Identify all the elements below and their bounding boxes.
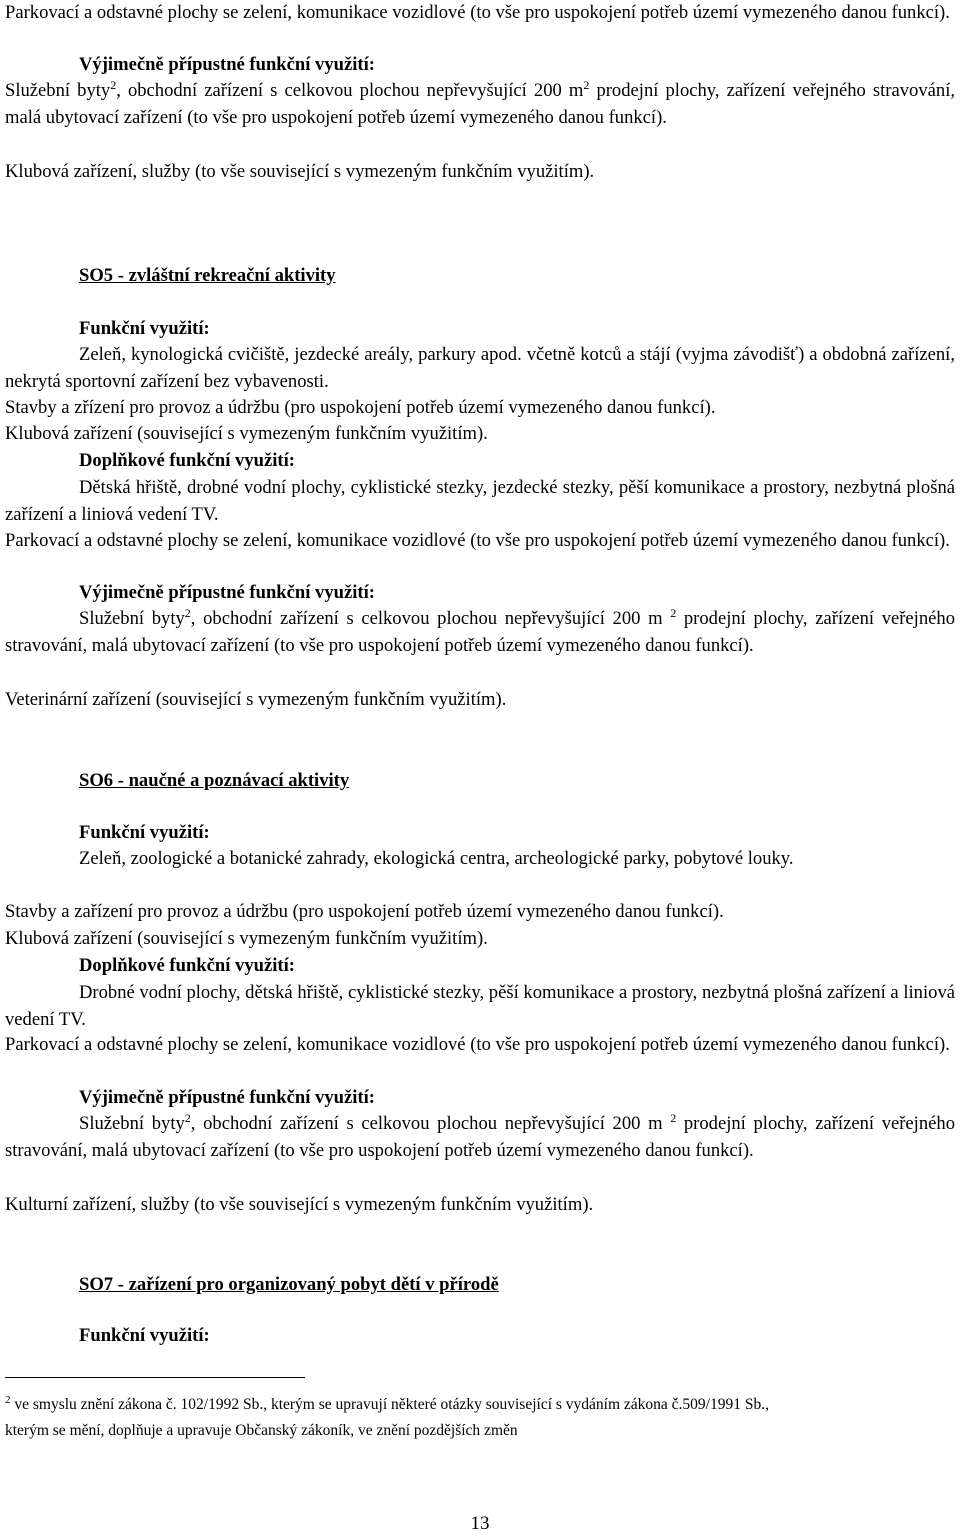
paragraph-so6-service-flats: Služební byty$^2$, obchodní zařízení s celkovou plochou nepřevyšující 200 m $^2$ prodejní plochy, zařízení veřejného stravování, malá ubytovací zařízení (to vše pro uspokojení potřeb území vymezeného danou funkcí). xyxy=(5,1110,955,1161)
paragraph-so5-parking: Parkovací a odstavné plochy se zelení, komunikace vozidlové (to vše pro uspokojení potřeb území vymezeného danou funkcí). xyxy=(5,530,950,551)
paragraph-so5-buildings: Stavby a zřízení pro provoz a údržbu (pro uspokojení potřeb území vymezeného danou funkcí). xyxy=(5,397,716,418)
paragraph-so6-buildings: Stavby a zařízení pro provoz a údržbu (pro uspokojení potřeb území vymezeného danou funkcí). xyxy=(5,901,724,922)
heading-functional-use-so7: Funkční využití: xyxy=(79,1325,210,1346)
heading-functional-use-so5: Funkční využití: xyxy=(79,318,210,339)
heading-exceptional-use-so5: Výjimečně přípustné funkční využití: xyxy=(79,582,375,603)
paragraph-so5-playgrounds: Dětská hřiště, drobné vodní plochy, cyklistické stezky, jezdecké stezky, pěší komunikace a prostory, nezbytná plošná zařízení a liniová vedení TV. xyxy=(5,477,955,525)
heading-exceptional-use-top: Výjimečně přípustné funkční využití: xyxy=(79,54,375,75)
paragraph-so5-service-flats: Služební byty$^2$, obchodní zařízení s celkovou plochou nepřevyšující 200 m $^2$ prodejní plochy, zařízení veřejného stravování, malá ubytovací zařízení (to vše pro uspokojení potřeb území vymezeného danou funkcí). xyxy=(5,605,955,656)
section-title-so6: SO6 - naučné a poznávací aktivity xyxy=(79,770,350,791)
section-title-so7: SO7 - zařízení pro organizovaný pobyt dětí v přírodě xyxy=(79,1274,499,1295)
paragraph-so6-water: Drobné vodní plochy, dětská hřiště, cyklistické stezky, pěší komunikace a prostory, nezbytná plošná zařízení a liniová vedení TV. xyxy=(5,982,955,1030)
section-title-so5: SO5 - zvláštní rekreační aktivity xyxy=(79,265,336,286)
paragraph-so6-greenery: Zeleň, zoologické a botanické zahrady, ekologická centra, archeologické parky, pobytové louky. xyxy=(79,848,794,869)
paragraph-so6-club: Klubová zařízení (související s vymezeným funkčním využitím). xyxy=(5,928,488,949)
heading-exceptional-use-so6: Výjimečně přípustné funkční využití: xyxy=(79,1087,375,1108)
paragraph-so5-greenery: Zeleň, kynologická cvičiště, jezdecké areály, parkury apod. včetně kotců a stájí (vyjma závodišť) a obdobná zařízení, nekrytá sportovní zařízení bez vybavenosti. xyxy=(5,344,955,392)
paragraph-service-flats-top: Služební byty$^2$, obchodní zařízení s celkovou plochou nepřevyšující 200 $m^2$ prodejní plochy, zařízení veřejného stravování, malá ubytovací zařízení (to vše pro uspokojení potřeb území vymezeného danou funkcí). xyxy=(5,77,956,128)
paragraph-parking-top: Parkovací a odstavné plochy se zelení, komunikace vozidlové (to vše pro uspokojení potřeb území vymezeného danou funkcí). xyxy=(5,2,950,23)
paragraph-so5-club: Klubová zařízení (související s vymezeným funkčním využitím). xyxy=(5,423,488,444)
page-number: 13 xyxy=(470,1513,490,1534)
paragraph-so6-parking: Parkovací a odstavné plochy se zelení, komunikace vozidlové (to vše pro uspokojení potřeb území vymezeného danou funkcí). xyxy=(5,1034,950,1055)
paragraph-so6-cultural: Kulturní zařízení, služby (to vše související s vymezeným funkčním využitím). xyxy=(5,1194,594,1215)
footnote-separator xyxy=(5,1377,305,1378)
heading-supplementary-use-so5: Doplňkové funkční využití: xyxy=(79,450,295,471)
heading-supplementary-use-so6: Doplňkové funkční využití: xyxy=(79,955,295,976)
heading-functional-use-so6: Funkční využití: xyxy=(79,822,210,843)
footnote-line-2: kterým se mění, doplňuje a upravuje Občanský zákoník, ve znění pozdějších změn xyxy=(5,1422,518,1439)
footnote-marker: 2 xyxy=(5,1393,11,1406)
footnote-line-1: $^2$ ve smyslu znění zákona č. 102/1992 Sb., kterým se upravují některé otázky související s vydáním zákona č.509/1991 Sb., xyxy=(5,1393,769,1413)
paragraph-so5-veterinary: Veterinární zařízení (související s vymezeným funkčním využitím). xyxy=(5,689,507,710)
paragraph-club-facilities-top: Klubová zařízení, služby (to vše související s vymezeným funkčním využitím). xyxy=(5,161,595,182)
